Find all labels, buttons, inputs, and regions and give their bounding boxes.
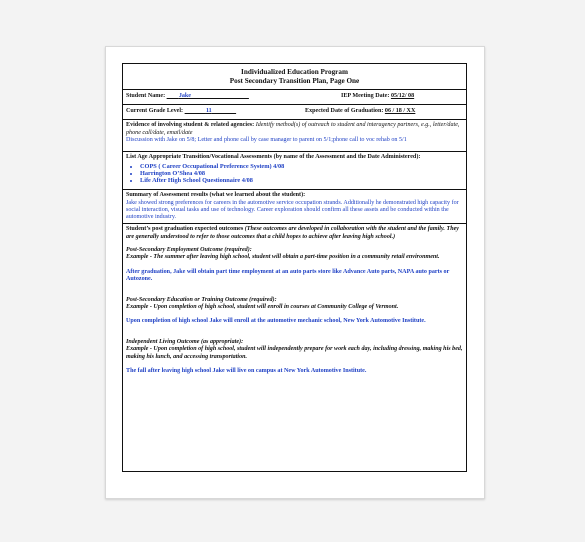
living-title: Independent Living Outcome (as appropriate):: [126, 338, 244, 345]
student-name-value: Jake: [178, 93, 191, 100]
outcomes-heading-bold: Student’s post graduation expected outcomes: [126, 226, 244, 233]
assessments-section: [123, 152, 466, 190]
iep-date-value: 05/12/ 08: [390, 93, 415, 100]
document-page: [105, 46, 485, 499]
iep-date-label: IEP Meeting Date:: [341, 93, 391, 100]
living-example: Example - Upon completion of high school, student will independently prepare for work each day, including dressing, making his bed, making his lunch, and accessing transportation.: [126, 346, 463, 360]
assessment-item: • Life After High School Questionnaire 4/08: [140, 177, 463, 184]
summary-text: Jake showed strong preferences for careers in the automotive service occupation strands. Additionally he demonstrated high capacity for social interaction, visual tasks and use of technology. Career exploration should confirm all these assets and be conducted within the automotive industry.: [126, 199, 459, 221]
assessment-item: • COPS ( Career Occupational Preference System) 4/08: [140, 163, 463, 170]
student-name-label: Student Name:: [126, 93, 167, 100]
assessment-item: • Harrington O’Shea 4/08: [140, 170, 463, 177]
employment-entry: After graduation, Jake will obtain part time employment at an auto parts store like Advance Auto parts, NAPA auto parts or Autozone.: [126, 268, 450, 283]
education-example: Example - Upon completion of high school, student will enroll in courses at Community College of Vermont.: [126, 304, 399, 311]
iep-date-field: [341, 93, 463, 102]
iep-form: [122, 63, 467, 472]
education-title: Post-Secondary Education or Training Outcome (required):: [126, 296, 277, 303]
evidence-instruction: Identify method(s) of outreach to student and interagency partners, e.g., letter/date, phone call/date, email/date: [126, 122, 460, 136]
summary-section: [123, 190, 466, 224]
student-row: [123, 90, 466, 105]
living-entry: The fall after leaving high school Jake will live on campus at New York Automotive Institute.: [126, 368, 367, 375]
evidence-section: [123, 120, 466, 152]
outcomes-heading-note: (These outcomes are developed in collaboration with the student and the family. They are generally understood to refer to those outcomes that a child hopes to achieve after leaving high school.): [126, 226, 460, 240]
grade-row: [123, 105, 466, 120]
student-name-field: [126, 93, 341, 102]
form-title-line2: Post Secondary Transition Plan, Page One: [229, 76, 360, 85]
employment-example: Example - The summer after leaving high school, student will obtain a part-time position in a community retail environment.: [126, 254, 440, 261]
graduation-date-value: 06 / 18 / XX: [384, 108, 416, 115]
employment-title: Post-Secondary Employment Outcome (required):: [126, 247, 252, 253]
graduation-date-field: [305, 108, 463, 117]
form-title-line1: Individualized Education Program: [241, 68, 348, 76]
assessments-heading: List Age Appropriate Transition/Vocational Assessments (by name of the Assessment and the Date Administered):: [126, 154, 421, 161]
education-entry: Upon completion of high school Jake will enroll at the automotive mechanic school, New York Automotive Institute.: [126, 318, 426, 325]
grade-level-value: 11: [205, 108, 212, 115]
evidence-heading: Evidence of involving student & related agencies:: [126, 122, 255, 129]
grade-level-label: Current Grade Level:: [126, 108, 185, 115]
form-title: [123, 64, 466, 90]
graduation-date-label: Expected Date of Graduation:: [305, 108, 385, 115]
assessment-list: [126, 163, 463, 185]
summary-heading: Summary of Assessment results (what we learned about the student):: [126, 192, 306, 199]
outcomes-section: [123, 224, 466, 378]
evidence-entry: Discussion with Jake on 5/8; Letter and phone call by case manager to parent on 5/1;phone call to voc rehab on 5/1: [126, 137, 407, 143]
outcomes-heading: [126, 226, 463, 241]
